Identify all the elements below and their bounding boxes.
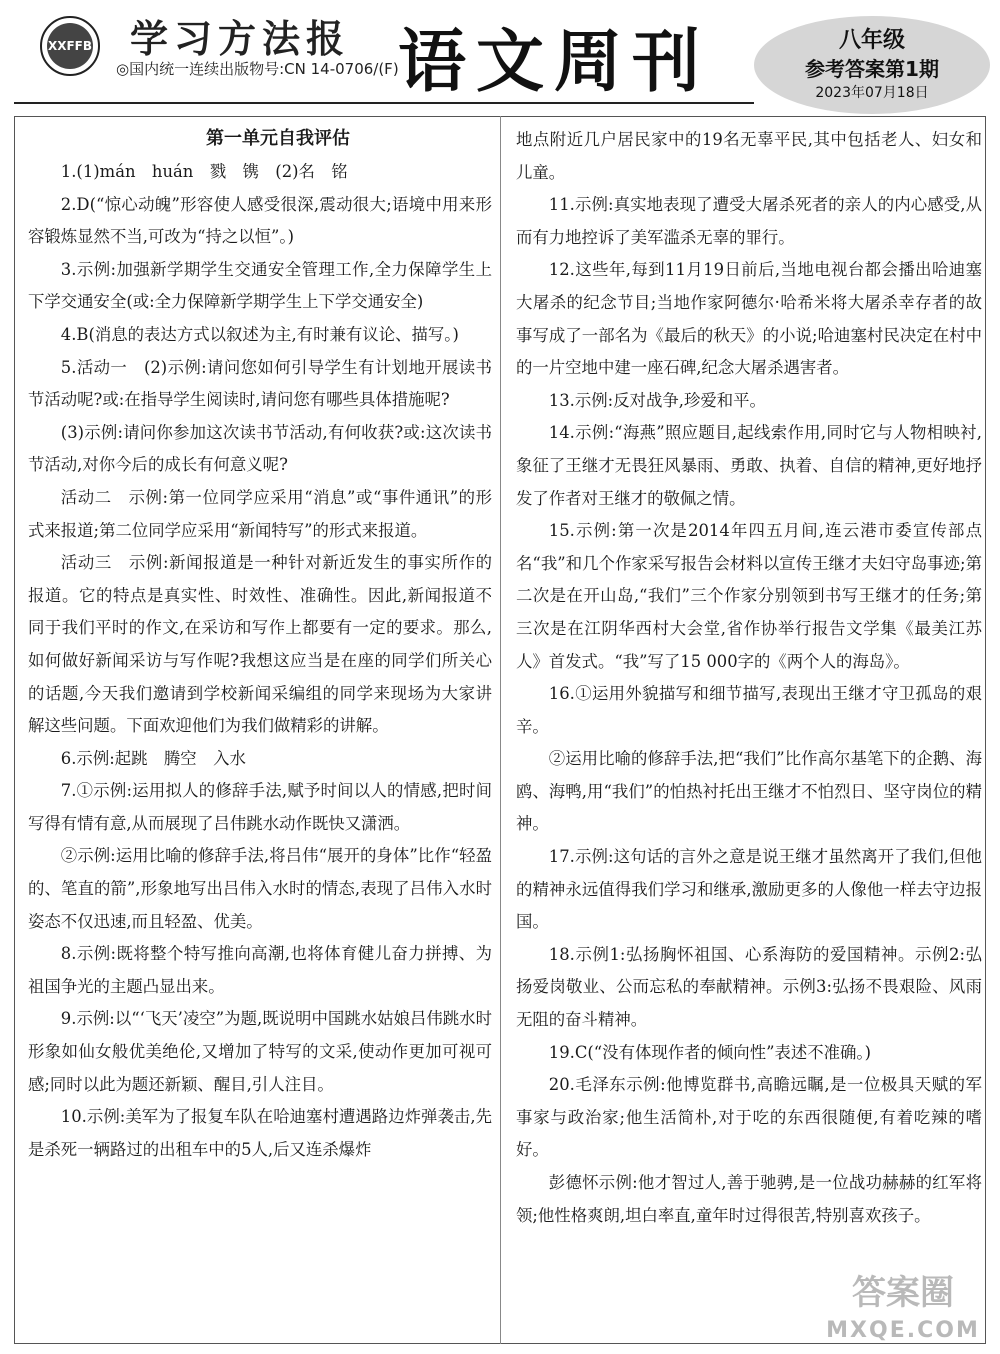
answer-paragraph: 1.(1)mán huán 戮 镌 (2)名 铭: [60, 162, 348, 181]
answer-paragraph: 11.示例:真实地表现了遭受大屠杀死者的亲人的内心感受,从而有力地控诉了美军滥杀无辜的罪行。: [516, 195, 982, 247]
answer-paragraph: 13.示例:反对战争,珍爱和平。: [548, 390, 766, 410]
masthead: [0, 0, 1000, 118]
answer-paragraph: 14.示例:“海燕”照应题目,起线索作用,同时它与人物相映衬,象征了王继才无畏狂风暴雨、勇敢、执着、自信的精神,更好地抒发了作者对王继才的敬佩之情。: [516, 423, 982, 508]
answer-paragraph: 3.示例:加强新学期学生交通安全管理工作,全力保障学生上下学交通安全(或:全力保障新学期学生上下学交通安全): [28, 259, 492, 312]
grade-label: 八年级: [838, 28, 905, 53]
publication-number: ◎国内统一连续出版物号:CN 14-0706/(F): [116, 60, 399, 78]
answer-paragraph: 4.B(消息的表达方式以叙述为主,有时兼有议论、描写。): [60, 324, 459, 344]
answer-paragraph: 16.①运用外貌描写和细节描写,表现出王继才守卫孤岛的艰辛。: [516, 684, 982, 736]
answer-paragraph: 7.①示例:运用拟人的修辞手法,赋予时间以人的情感,把时间写得有情有意,从而展现了吕伟跳水动作既快又潇洒。: [28, 781, 492, 833]
answer-paragraph: 6.示例:起跳 腾空 入水: [60, 748, 246, 768]
logo-text: XXFFB: [47, 23, 93, 69]
answer-paragraph: 10.示例:美军为了报复车队在哈迪塞村遭遇路边炸弹袭击,先是杀死一辆路过的出租车中的5人,后又连杀爆炸: [28, 1107, 492, 1159]
column-divider: [500, 116, 501, 1344]
periodical-title: 语文周刊: [398, 23, 711, 102]
answer-paragraph: 9.示例:以“‘飞天’凌空”为题,既说明中国跳水姑娘吕伟跳水时形象如仙女般优美绝伦,又增加了特写的文采,使动作更加可视可感;同时以此为题还新颖、醒目,引人注目。: [28, 1009, 492, 1094]
left-column: [28, 122, 492, 1166]
answer-paragraph: 活动三 示例:新闻报道是一种针对新近发生的事实所作的报道。它的特点是真实性、时效性、准确性。因此,新闻报道不同于我们平时的作文,在采访和写作上都要有一定的要求。那么,如何做好新闻采访与写作呢?我想这应当是在座的同学们所关心的话题,今天我们邀请到学校新闻采编组的同学来现场为大家讲解这些问题。下面欢迎他们为我们做精彩的讲解。: [28, 553, 492, 736]
issue-date: 2023年07月18日: [815, 85, 929, 101]
answer-paragraph: 2.D(“惊心动魄”形容使人感受很深,震动很大;语境中用来形容锻炼显然不当,可改为“持之以恒”。): [28, 194, 492, 247]
answer-paragraph: 8.示例:既将整个特写推向高潮,也将体育健儿奋力拼搏、为祖国争光的主题凸显出来。: [28, 944, 492, 996]
answer-paragraph: ②运用比喻的修辞手法,把“我们”比作高尔基笔下的企鹅、海鸥、海鸭,用“我们”的怕热衬托出王继才不怕烈日、坚守岗位的精神。: [516, 749, 982, 834]
answer-paragraph: 5.活动一 (2)示例:请问您如何引导学生有计划地开展读书节活动呢?或:在指导学生阅读时,请问您有哪些具体措施呢?: [28, 357, 492, 410]
site-watermark: [818, 1270, 988, 1350]
answer-paragraph: (3)示例:请问你参加这次读书节活动,有何收获?或:这次读书节活动,对你今后的成长有何意义呢?: [28, 422, 492, 475]
watermark-line-2: MXQE.COM: [826, 1318, 980, 1343]
answer-paragraph: 19.C(“没有体现作者的倾向性”表述不准确。): [548, 1042, 872, 1062]
answer-paragraph: 17.示例:这句话的言外之意是说王继才虽然离开了我们,但他的精神永远值得我们学习和继承,激励更多的人像他一样去守边报国。: [516, 847, 982, 932]
paper-logo: [40, 16, 100, 76]
right-column: [516, 124, 982, 1232]
answer-paragraph: 18.示例1:弘扬胸怀祖国、心系海防的爱国精神。示例2:弘扬爱岗敬业、公而忘私的奉献精神。示例3:弘扬不畏艰险、风雨无阻的奋斗精神。: [516, 944, 982, 1030]
paper-name: 学习方法报: [130, 16, 351, 61]
answer-paragraph: 地点附近几户居民家中的19名无辜平民,其中包括老人、妇女和儿童。: [516, 130, 982, 182]
answer-paragraph: 彭德怀示例:他才智过人,善于驰骋,是一位战功赫赫的红军将领;他性格爽朗,坦白率直,童年时过得很苦,特别喜欢孩子。: [516, 1173, 982, 1225]
answer-paragraph: 20.毛泽东示例:他博览群书,高瞻远瞩,是一位极具天赋的军事家与政治家;他生活简朴,对于吃的东西很随便,有着吃辣的嗜好。: [516, 1075, 982, 1160]
answer-paragraph: ②示例:运用比喻的修辞手法,将吕伟“展开的身体”比作“轻盈的、笔直的箭”,形象地写出吕伟入水时的情态,表现了吕伟入水时姿态不仅迅速,而且轻盈、优美。: [28, 846, 492, 931]
header-rule: [14, 102, 754, 104]
issue-badge: [754, 16, 990, 114]
answer-paragraph: 15.示例:第一次是2014年四五月间,连云港市委宣传部点名“我”和几个作家采写报告会材料以宣传王继才夫妇守岛事迹;第二次是在开山岛,“我们”三个作家分别领到书写王继才的任务;第三次是在江阴华西村大会堂,省作协举行报告文学集《最美江苏人》首发式。“我”写了15 000字的《两个人的海岛》。: [516, 521, 982, 671]
answer-paragraph: 12.这些年,每到11月19日前后,当地电视台都会播出哈迪塞大屠杀的纪念节目;当地作家阿德尔·哈希米将大屠杀幸存者的故事写成了一部名为《最后的秋天》的小说;哈迪塞村民决定在村中的一片空地中建一座石碑,纪念大屠杀遇害者。: [516, 260, 982, 378]
answer-issue-label: 参考答案第1期: [805, 57, 939, 81]
watermark-line-1: 答案圈: [852, 1273, 954, 1313]
section-title: 第一单元自我评估: [206, 128, 350, 149]
answer-paragraph: 活动二 示例:第一位同学应采用“消息”或“事件通讯”的形式来报道;第二位同学应采用“新闻特写”的形式来报道。: [28, 487, 492, 540]
